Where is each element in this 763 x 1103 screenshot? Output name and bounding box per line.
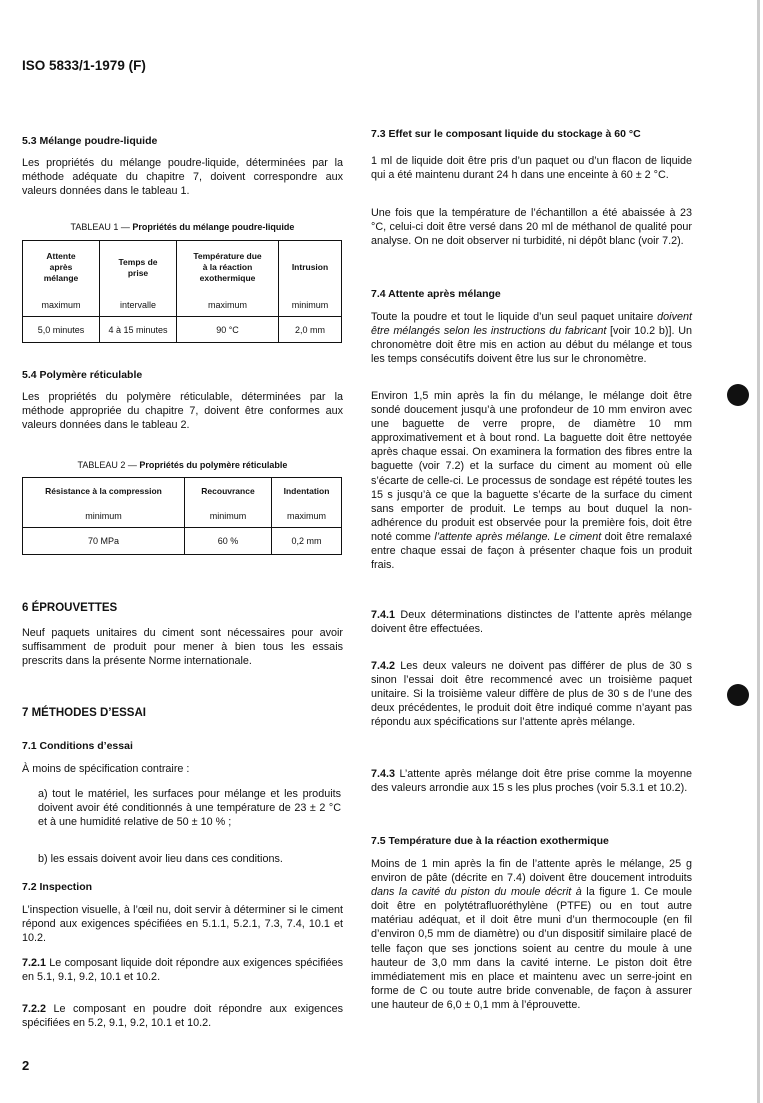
section-7-2-2-number: 7.2.2: [22, 1003, 47, 1015]
table-2-caption: [22, 460, 343, 470]
table-1-caption: [22, 222, 343, 232]
section-7-3-paragraph-2: Une fois que la température de l’échantillon a été abaissée à 23 °C, celui-ci doit être versé dans 20 ml de méthanol de qualité pour analyse. On ne doit observer ni turbidité, ni dépôt blanc (voir 7.2).: [371, 207, 692, 248]
table-2-unit: minimum: [185, 506, 272, 528]
table-2-unit: maximum: [272, 506, 342, 528]
section-7-4-paragraph-1: [371, 310, 692, 366]
punch-hole-mark: [727, 384, 749, 406]
section-7-4-3-number: 7.4.3: [371, 768, 396, 780]
section-7-4-3-body: L’attente après mélange doit être prise comme la moyenne des valeurs arrondie aux 15 s les plus proches (voir 5.3.1 et 10.2).: [371, 768, 692, 795]
section-7-1-item-b: b) les essais doivent avoir lieu dans ces conditions.: [38, 853, 283, 865]
section-7-4-1-body: Deux déterminations distinctes de l’attente après mélange doivent être effectuées.: [371, 609, 692, 636]
table-1-caption-title: Propriétés du mélange poudre-liquide: [132, 222, 295, 232]
section-7-2-2-text: [22, 1002, 343, 1030]
section-7-5-paragraph: [371, 857, 692, 1012]
section-7-4-3-text: [371, 767, 692, 795]
section-7-2-1-number: 7.2.1: [22, 957, 47, 969]
table-2-caption-prefix: TABLEAU 2 —: [77, 460, 140, 470]
table-2-value: 60 %: [185, 528, 272, 555]
section-5-3-text: Les propriétés du mélange poudre-liquide, déterminées par la méthode adéquate du chapitre 7, doivent correspondre aux valeurs données dans le tableau 1.: [22, 157, 343, 198]
section-7-4-p2-emphasis: l’attente après mélange. Le ciment: [434, 530, 602, 543]
section-6-text: Neuf paquets unitaires du ciment sont nécessaires pour avoir suffisamment de produit pour mener à bien tous les essais prescrits dans la présente Norme internationale.: [22, 627, 343, 668]
table-1-value: 5,0 minutes: [23, 317, 100, 343]
section-7-4-p1-part-c: [voir 10.2 b)]. Un chronomètre doit être mis en action au début du mélange et tous les temps consécutifs doivent être lus sur le chronomètre.: [371, 325, 693, 366]
section-6-title: 6 ÉPROUVETTES: [22, 602, 118, 614]
section-7-4-p1-part-a: Toute la poudre et tout le liquide d’un seul paquet unitaire: [371, 311, 658, 323]
table-1-unit: intervalle: [100, 295, 177, 317]
section-7-4-2-number: 7.4.2: [371, 660, 396, 672]
table-2-header: Résistance à la compression: [45, 486, 162, 497]
section-5-3-title: 5.3 Mélange poudre-liquide: [22, 135, 158, 147]
section-7-4-p2-part-a: Environ 1,5 min après la fin du mélange, le mélange doit être sondé doucement jusqu’à une profondeur de 10 mm environ avec une baguette de verre propre, de diamètre 10 mm approximativement et à bout rond. La baguette doit être nettoyée après chaque essai. On examinera la formation des fibres entre la baguette (voir 7.2) et la surface du ciment au moment où elle s’écarte de celle-ci. Le processus de sondage est répété toutes les 15 s jusqu’à ce que la baguette s’écarte de la surface du ciment sans emporter de produit. Le temps au bout duquel la non-adhérence du produit est observée pour la première fois, doit être noté comme: [371, 390, 692, 543]
section-7-5-part-c: la figure 1. Ce moule doit être en polytétrafluoréthylène (PTFE) ou en tout autre matériau adéquat, et il doit être muni d’un thermocouple (en fil d’environ 0,5 mm de diamètre) ou d’un dispositif similaire placé de telle façon que ses jonctions soient au centre du moule à une hauteur de 3,0 mm dans la cavité interne. Le piston doit être immédiatement mis en place et maintenu avec un serre-joint en forme de C ou toute autre bride convenable, de façon à assurer une hauteur de 6,0 ± 0,1 mm à l’éprouvette.: [371, 886, 692, 1011]
page-edge-shadow: [757, 0, 760, 1103]
table-2-unit: minimum: [85, 511, 122, 522]
table-1-value: 4 à 15 minutes: [100, 317, 177, 343]
section-7-2-text: L’inspection visuelle, à l’œil nu, doit servir à déterminer si le ciment répond aux exigences spécifiées en 5.1.1, 5.2.1, 7.3, 7.4, 10.1 et 10.2.: [22, 904, 343, 945]
section-7-4-1-text: [371, 608, 692, 636]
table-1-header: Attente après mélange: [43, 251, 79, 284]
section-7-3-paragraph-1: 1 ml de liquide doit être pris d’un paquet ou d’un flacon de liquide qui a été maintenu durant 24 h dans une enceinte à 60 ± 2 °C.: [371, 155, 692, 182]
section-7-5-emphasis: dans la cavité du piston du moule décrit à: [371, 886, 582, 899]
section-7-1-item-a: a) tout le matériel, les surfaces pour mélange et les produits doivent avoir été conditionnés à une température de 23 ± 2 °C et à une humidité relative de 50 ± 10 % ;: [38, 788, 341, 829]
table-2: [22, 477, 342, 555]
document-header: ISO 5833/1-1979 (F): [22, 58, 146, 73]
table-2-value: 70 MPa: [23, 528, 185, 555]
table-1-header: Température due à la réaction exothermique: [177, 241, 279, 295]
table-1-unit: minimum: [279, 295, 342, 317]
section-7-1-intro: À moins de spécification contraire :: [22, 763, 190, 775]
section-7-4-p1-emphasis: doivent être mélangés selon les instructions du fabricant: [371, 311, 692, 338]
table-2-header: Indentation: [272, 478, 342, 506]
table-1-value: 2,0 mm: [279, 317, 342, 343]
section-7-2-title: 7.2 Inspection: [22, 881, 93, 893]
section-7-5-part-a: Moins de 1 min après la fin de l’attente après le mélange, 25 g environ de pâte (décrite en 7.4) doivent être doucement introduits: [371, 858, 692, 885]
table-1-header: Intrusion: [279, 241, 342, 295]
section-7-4-2-text: [371, 659, 692, 729]
punch-hole-mark: [727, 684, 749, 706]
section-5-4-text: Les propriétés du polymère réticulable, déterminées par la méthode appropriée du chapitre 7, doivent être conformes aux valeurs données dans le tableau 2.: [22, 391, 343, 432]
section-7-4-title: 7.4 Attente après mélange: [371, 288, 501, 300]
page-number: 2: [22, 1058, 30, 1073]
section-7-title: 7 MÉTHODES D’ESSAI: [22, 707, 146, 719]
table-1-caption-prefix: TABLEAU 1 —: [70, 222, 133, 232]
section-7-2-2-body: Le composant en poudre doit répondre aux exigences spécifiées en 5.2, 9.1, 9.2, 10.1 et 10.2.: [22, 1003, 343, 1030]
table-1-unit: maximum: [41, 300, 81, 311]
table-1: [22, 240, 342, 343]
section-7-4-p2-part-c: doit être remalaxé entre chaque essai de façon à présenter chaque fois un produit frais.: [371, 530, 692, 572]
table-1-header: Temps de prise: [100, 241, 177, 295]
section-7-4-1-number: 7.4.1: [371, 609, 396, 621]
section-7-4-paragraph-2: [371, 389, 692, 572]
table-1-value: 90 °C: [177, 317, 279, 343]
table-1-unit: maximum: [177, 295, 279, 317]
section-7-4-2-body: Les deux valeurs ne doivent pas différer de plus de 30 s sinon l’essai doit être recommencé avec un troisième paquet unitaire. Si la troisième valeur diffère de plus de 30 s de l’une des deux précédentes, le produit doit être indiqué comme n’ayant pas répondu aux spécifications sur l’attente après mélange.: [371, 660, 692, 729]
section-5-4-title: 5.4 Polymère réticulable: [22, 369, 143, 381]
table-2-value: 0,2 mm: [272, 528, 342, 555]
section-7-5-title: 7.5 Température due à la réaction exothermique: [371, 835, 609, 847]
section-7-3-title: 7.3 Effet sur le composant liquide du stockage à 60 °C: [371, 128, 641, 140]
table-2-caption-title: Propriétés du polymère réticulable: [139, 460, 288, 470]
table-2-header: Recouvrance: [185, 478, 272, 506]
section-7-2-1-text: [22, 956, 343, 984]
section-7-2-1-body: Le composant liquide doit répondre aux exigences spécifiées en 5.1, 9.1, 9.2, 10.1 et 10.2.: [22, 957, 343, 984]
section-7-1-title: 7.1 Conditions d’essai: [22, 740, 133, 752]
